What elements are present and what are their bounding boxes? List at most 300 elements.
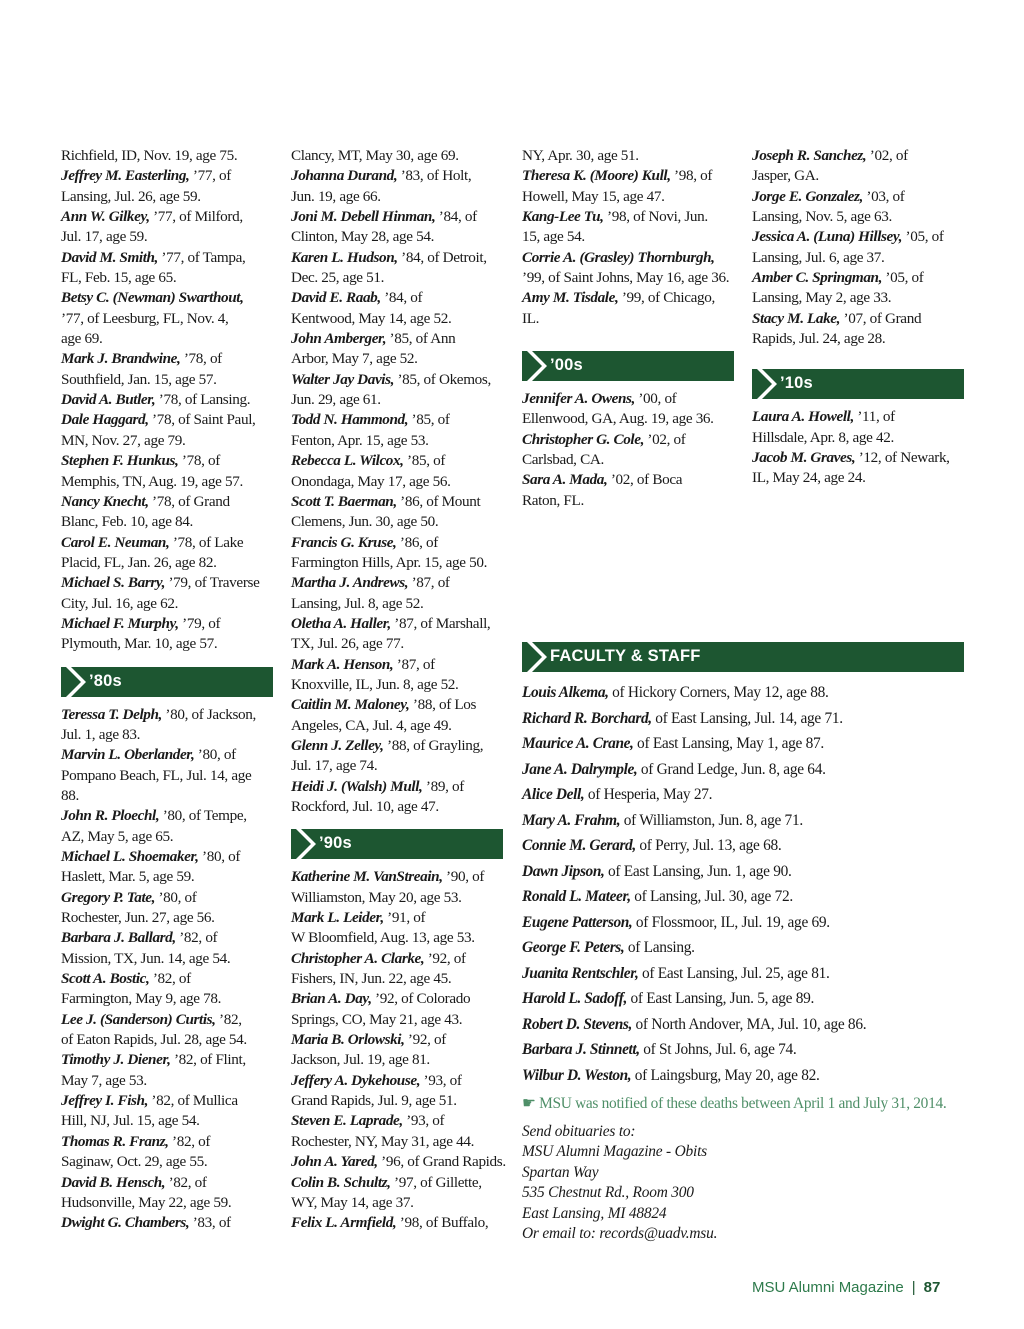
entry-details: ’78, of Lake bbox=[169, 533, 244, 551]
entry-details: 15, age 54. bbox=[522, 228, 585, 246]
obituary-line bbox=[291, 1010, 503, 1030]
notification-note bbox=[522, 1094, 964, 1114]
chevron-right-icon bbox=[291, 829, 321, 859]
entry-details: ’82, of bbox=[165, 1173, 207, 1191]
obituary-line bbox=[291, 1132, 503, 1152]
obituary-line bbox=[61, 410, 273, 430]
entry-name: Richard R. Borchard, bbox=[522, 709, 652, 727]
obituary-line bbox=[61, 908, 273, 928]
faculty-list bbox=[522, 680, 964, 1088]
obituary-line bbox=[61, 288, 273, 308]
entry-details: ’78, of Grand bbox=[148, 492, 230, 510]
obituary-line bbox=[291, 969, 503, 989]
entry-details: IL. bbox=[522, 309, 540, 327]
send-line: MSU Alumni Magazine - Obits bbox=[522, 1143, 707, 1161]
entry-details: ’98, of bbox=[670, 167, 713, 185]
entry-details: of Flossmoor, IL, Jul. 19, age 69. bbox=[632, 913, 830, 931]
entry-details: ’84, of Detroit, bbox=[397, 248, 487, 266]
entry-details: ’86, of bbox=[396, 533, 438, 551]
faculty-entry bbox=[522, 706, 964, 732]
entry-name: Laura A. Howell, bbox=[752, 408, 854, 426]
entry-details: ’07, of Grand bbox=[840, 309, 922, 327]
entry-name: David B. Hensch, bbox=[61, 1173, 166, 1191]
entry-details: FL, Feb. 15, age 65. bbox=[61, 269, 177, 287]
entry-details: ’82, of bbox=[168, 1132, 211, 1150]
obituary-line bbox=[291, 1091, 503, 1111]
entry-name: Louis Alkema, bbox=[522, 684, 609, 701]
obituary-line bbox=[522, 288, 734, 308]
obituary-line bbox=[752, 329, 964, 349]
entry-details: Jun. 29, age 61. bbox=[291, 391, 381, 409]
obituary-list bbox=[61, 146, 273, 655]
obituary-line bbox=[291, 268, 503, 288]
obituary-line bbox=[522, 309, 734, 329]
obituary-list bbox=[522, 389, 734, 511]
entry-details: ’80, of Tempe, bbox=[159, 807, 247, 825]
entry-details: ’77, of Milford, bbox=[149, 208, 243, 226]
entry-details: Lansing, Jul. 6, age 37. bbox=[752, 248, 885, 266]
entry-name: Stephen F. Hunkus, bbox=[61, 452, 179, 470]
obituary-line bbox=[522, 146, 734, 166]
entry-details: Memphis, TN, Aug. 19, age 57. bbox=[61, 472, 243, 490]
entry-name: Oletha A. Haller, bbox=[291, 614, 391, 632]
entry-details: of Hesperia, May 27. bbox=[584, 786, 713, 803]
faculty-entry bbox=[522, 680, 964, 706]
entry-name: Christopher G. Cole, bbox=[522, 430, 644, 448]
entry-name: Dawn Jipson, bbox=[522, 862, 605, 880]
entry-details: IL, May 24, age 24. bbox=[752, 469, 866, 487]
obituary-line bbox=[291, 1030, 503, 1050]
entry-name: Corrie A. (Grasley) Thornburgh, bbox=[522, 248, 715, 266]
entry-details: ’05, of bbox=[902, 228, 944, 246]
entry-details: Haslett, Mar. 5, age 59. bbox=[61, 868, 195, 886]
obituary-list bbox=[752, 146, 964, 349]
obituary-line bbox=[61, 1091, 273, 1111]
entry-details: ’82, of Flint, bbox=[170, 1051, 246, 1069]
obituary-line bbox=[61, 949, 273, 969]
obituary-line bbox=[752, 448, 964, 468]
entry-name: Mary A. Frahm, bbox=[522, 811, 621, 829]
entry-details: Clinton, May 28, age 54. bbox=[291, 228, 435, 246]
obituary-line bbox=[291, 594, 503, 614]
entry-details: ’89, of bbox=[422, 777, 464, 795]
entry-details: TX, Jul. 26, age 77. bbox=[291, 635, 404, 653]
entry-details: Lansing, Jul. 26, age 59. bbox=[61, 187, 201, 205]
obituary-line bbox=[291, 989, 503, 1009]
obituary-line bbox=[61, 329, 273, 349]
obituary-line bbox=[61, 827, 273, 847]
entry-details: ’02, of Boca bbox=[607, 471, 683, 489]
entry-details: ’85, of Okemos, bbox=[394, 370, 491, 388]
obituary-line bbox=[291, 410, 503, 430]
section-banner bbox=[291, 829, 503, 859]
entry-details: Howell, May 15, age 47. bbox=[522, 187, 665, 205]
entry-details: City, Jul. 16, age 62. bbox=[61, 594, 179, 612]
obituary-line bbox=[522, 450, 734, 470]
entry-name: Sara A. Mada, bbox=[522, 471, 608, 489]
entry-details: Pompano Beach, FL, Jul. 14, age bbox=[61, 766, 252, 784]
entry-details: of Lansing. bbox=[624, 939, 695, 956]
obituary-line bbox=[522, 389, 734, 409]
entry-name: John Amberger, bbox=[291, 330, 387, 348]
send-obituaries-block bbox=[522, 1122, 964, 1244]
obituary-line bbox=[61, 1213, 273, 1233]
entry-name: Barbara J. Stinnett, bbox=[522, 1041, 640, 1058]
column-4 bbox=[752, 146, 964, 489]
entry-details: ’93, of bbox=[420, 1071, 462, 1089]
entry-details: ’82, bbox=[215, 1010, 242, 1028]
entry-name: Jeffrey I. Fish, bbox=[61, 1092, 148, 1110]
entry-name: Joseph R. Sanchez, bbox=[752, 147, 867, 164]
send-line: Or email to: records@uadv.msu. bbox=[522, 1225, 718, 1243]
entry-details: of East Lansing, Jun. 5, age 89. bbox=[626, 990, 815, 1007]
entry-details: Jackson, Jul. 19, age 81. bbox=[291, 1051, 430, 1069]
entry-details: Fenton, Apr. 15, age 53. bbox=[291, 431, 429, 449]
obituary-line bbox=[752, 227, 964, 247]
entry-details: Blanc, Feb. 10, age 84. bbox=[61, 513, 193, 531]
obituary-line bbox=[61, 867, 273, 887]
section-banner bbox=[61, 667, 273, 697]
entry-details: ’77, of bbox=[189, 167, 231, 185]
obituary-line bbox=[291, 1193, 503, 1213]
entry-name: Johanna Durand, bbox=[291, 167, 398, 185]
send-line: Spartan Way bbox=[522, 1163, 599, 1181]
obituary-line bbox=[291, 1152, 506, 1172]
obituary-line bbox=[61, 614, 273, 634]
entry-details: ’98, of Buffalo, bbox=[396, 1214, 489, 1232]
entry-name: David A. Butler, bbox=[61, 391, 156, 409]
entry-details: Hudsonville, May 22, age 59. bbox=[61, 1193, 232, 1211]
obituary-line bbox=[291, 716, 503, 736]
entry-name: Lee J. (Sanderson) Curtis, bbox=[61, 1010, 216, 1028]
section-banner-label: FACULTY & STAFF bbox=[550, 647, 701, 665]
faculty-entry bbox=[522, 833, 964, 859]
entry-details: Fishers, IN, Jun. 22, age 45. bbox=[291, 970, 452, 988]
obituary-line bbox=[522, 430, 734, 450]
entry-name: Todd N. Hammond, bbox=[291, 411, 409, 429]
obituary-line bbox=[61, 1030, 273, 1050]
entry-details: W Bloomfield, Aug. 13, age 53. bbox=[291, 929, 475, 947]
obituary-line bbox=[752, 428, 964, 448]
entry-details: Farmington Hills, Apr. 15, age 50. bbox=[291, 553, 488, 571]
obituary-line bbox=[291, 867, 503, 887]
entry-details: ’77, of Leesburg, FL, Nov. 4, bbox=[61, 309, 229, 327]
entry-details: ’82, of Mullica bbox=[147, 1092, 238, 1110]
obituary-line bbox=[61, 166, 273, 186]
obituary-line bbox=[522, 166, 734, 186]
section-banner-label: ’00s bbox=[550, 356, 583, 375]
entry-name: Jennifer A. Owens, bbox=[522, 390, 635, 408]
entry-name: Harold L. Sadoff, bbox=[522, 990, 627, 1007]
entry-details: of East Lansing, May 1, age 87. bbox=[633, 735, 824, 752]
entry-name: Jacob M. Graves, bbox=[752, 449, 856, 467]
entry-details: Rockford, Jul. 10, age 47. bbox=[291, 798, 439, 815]
entry-details: Hill, NJ, Jul. 15, age 54. bbox=[61, 1112, 200, 1130]
entry-name: Carol E. Neuman, bbox=[61, 533, 170, 551]
entry-name: Connie M. Gerard, bbox=[522, 837, 636, 854]
entry-name: Rebecca L. Wilcox, bbox=[291, 452, 404, 470]
section-banner-label: ’10s bbox=[780, 374, 813, 393]
entry-details: ’00, of bbox=[634, 390, 677, 408]
entry-details: Grand Rapids, Jul. 9, age 51. bbox=[291, 1092, 457, 1110]
obituary-list bbox=[61, 705, 273, 1234]
entry-details: Onondaga, May 17, age 56. bbox=[291, 472, 451, 490]
obituary-line bbox=[61, 969, 273, 989]
entry-details: ’87, of Marshall, bbox=[390, 614, 491, 632]
entry-details: ’05, of bbox=[881, 269, 924, 287]
obituary-line bbox=[61, 847, 273, 867]
faculty-entry bbox=[522, 1012, 964, 1038]
entry-details: ’85, of Ann bbox=[386, 330, 456, 348]
entry-details: Clancy, MT, May 30, age 69. bbox=[291, 147, 459, 164]
entry-details: of North Andover, MA, Jul. 10, age 86. bbox=[631, 1015, 867, 1033]
entry-details: ’80, of bbox=[155, 888, 197, 906]
obituary-line bbox=[61, 370, 273, 390]
obituary-line bbox=[752, 407, 964, 427]
chevron-right-icon bbox=[522, 351, 552, 381]
obituary-line bbox=[752, 288, 964, 308]
obituary-line bbox=[291, 777, 503, 797]
obituary-line bbox=[61, 573, 273, 593]
column-3 bbox=[522, 146, 734, 511]
obituary-line bbox=[61, 1152, 273, 1172]
entry-name: Robert D. Stevens, bbox=[522, 1015, 632, 1033]
entry-name: Thomas R. Franz, bbox=[61, 1132, 169, 1150]
entry-details: ’99, of Chicago, bbox=[618, 289, 715, 307]
entry-details: ’03, of bbox=[862, 187, 905, 205]
entry-details: Raton, FL. bbox=[522, 491, 584, 509]
entry-name: Wilbur D. Weston, bbox=[522, 1066, 632, 1084]
obituary-line bbox=[291, 573, 503, 593]
entry-details: ’80, of bbox=[194, 746, 236, 764]
section-banner-label: ’90s bbox=[319, 834, 352, 853]
obituary-line bbox=[61, 533, 273, 553]
obituary-line bbox=[522, 187, 734, 207]
entry-details: Lansing, Nov. 5, age 63. bbox=[752, 208, 892, 226]
obituary-line bbox=[61, 1173, 273, 1193]
obituary-line bbox=[752, 468, 964, 488]
entry-details: Arbor, May 7, age 52. bbox=[291, 350, 418, 368]
obituary-line bbox=[61, 989, 273, 1009]
obituary-line bbox=[522, 227, 734, 247]
entry-details: ’78, of bbox=[180, 350, 222, 368]
faculty-entry bbox=[522, 808, 964, 834]
obituary-line bbox=[61, 268, 273, 288]
obituary-line bbox=[291, 1071, 503, 1091]
obituary-line bbox=[61, 492, 273, 512]
entry-details: ’85, of bbox=[403, 452, 446, 470]
entry-name: Christopher A. Clarke, bbox=[291, 949, 425, 967]
entry-details: Placid, FL, Jan. 26, age 82. bbox=[61, 553, 217, 571]
obituary-line bbox=[61, 725, 273, 745]
chevron-right-icon bbox=[752, 369, 782, 399]
entry-name: Mark J. Brandwine, bbox=[61, 350, 181, 368]
entry-name: Katherine M. VanStreain, bbox=[291, 868, 443, 886]
faculty-entry bbox=[522, 731, 964, 757]
obituary-line bbox=[522, 409, 734, 429]
entry-details: ’78, of Saint Paul, bbox=[148, 411, 256, 429]
obituary-line bbox=[291, 553, 503, 573]
entry-name: Jeffrey M. Easterling, bbox=[61, 167, 190, 185]
obituary-line bbox=[291, 431, 503, 451]
obituary-line bbox=[291, 166, 503, 186]
obituary-line bbox=[61, 634, 273, 654]
entry-details: of Williamston, Jun. 8, age 71. bbox=[620, 811, 803, 829]
obituary-line bbox=[61, 187, 273, 207]
obituary-line bbox=[291, 1213, 503, 1233]
entry-name: Walter Jay Davis, bbox=[291, 370, 395, 388]
obituary-line bbox=[61, 207, 273, 227]
entry-details: Jul. 1, age 83. bbox=[61, 725, 141, 743]
entry-details: ’85, of bbox=[408, 411, 450, 429]
entry-details: of Laingsburg, May 20, age 82. bbox=[631, 1066, 820, 1084]
obituary-line bbox=[291, 309, 503, 329]
obituary-line bbox=[61, 1132, 273, 1152]
entry-details: Angeles, CA, Jul. 4, age 49. bbox=[291, 716, 452, 734]
entry-details: ’80, of Jackson, bbox=[161, 705, 256, 723]
entry-details: ’99, of Saint Johns, May 16, age 36. bbox=[522, 269, 730, 287]
entry-name: David E. Raab, bbox=[291, 289, 381, 307]
obituary-line bbox=[61, 451, 273, 471]
obituary-line bbox=[291, 207, 503, 227]
obituary-line bbox=[291, 370, 503, 390]
entry-name: Felix L. Armfield, bbox=[291, 1214, 397, 1232]
entry-details: of St Johns, Jul. 6, age 74. bbox=[639, 1041, 797, 1058]
obituary-line bbox=[752, 166, 964, 186]
obituary-line bbox=[291, 492, 503, 512]
entry-details: Ellenwood, GA, Aug. 19, age 36. bbox=[522, 410, 714, 428]
entry-details: ’88, of Grayling, bbox=[383, 736, 484, 754]
obituary-list bbox=[291, 146, 503, 817]
obituary-line bbox=[61, 766, 273, 786]
entry-details: ’83, of bbox=[189, 1214, 231, 1232]
entry-name: Nancy Knecht, bbox=[61, 492, 149, 510]
entry-details: Southfield, Jan. 15, age 57. bbox=[61, 370, 217, 388]
entry-details: Kentwood, May 14, age 52. bbox=[291, 309, 452, 327]
entry-details: ’79, of Traverse bbox=[165, 574, 260, 592]
obituary-line bbox=[291, 349, 503, 369]
entry-name: Amber C. Springman, bbox=[752, 269, 882, 287]
obituary-line bbox=[291, 675, 503, 695]
entry-details: age 69. bbox=[61, 330, 103, 348]
obituary-line bbox=[291, 928, 503, 948]
entry-details: ’90, of bbox=[442, 868, 485, 886]
obituary-line bbox=[61, 888, 273, 908]
entry-details: ’88, of Los bbox=[409, 696, 477, 714]
entry-name: Martha J. Andrews, bbox=[291, 574, 409, 592]
obituary-line bbox=[291, 634, 503, 654]
obituary-line bbox=[291, 888, 503, 908]
obituary-line bbox=[61, 928, 273, 948]
obituary-line bbox=[291, 248, 503, 268]
entry-name: Jessica A. (Luna) Hillsey, bbox=[752, 228, 903, 246]
entry-details: Jasper, GA. bbox=[752, 167, 819, 185]
faculty-entry bbox=[522, 757, 964, 783]
obituary-line bbox=[61, 594, 273, 614]
entry-details: Clemens, Jun. 30, age 50. bbox=[291, 513, 439, 531]
obituary-line bbox=[61, 431, 273, 451]
entry-name: Amy M. Tisdale, bbox=[522, 289, 619, 307]
entry-name: Michael L. Shoemaker, bbox=[61, 848, 199, 865]
footer-separator: | bbox=[911, 1279, 916, 1296]
pointing-hand-icon: ☛ bbox=[522, 1095, 536, 1112]
obituary-line bbox=[61, 248, 273, 268]
obituary-line bbox=[291, 908, 503, 928]
entry-name: Scott T. Baerman, bbox=[291, 492, 397, 510]
obituary-line bbox=[291, 756, 503, 776]
entry-name: Michael S. Barry, bbox=[61, 574, 166, 592]
entry-name: Barbara J. Ballard, bbox=[61, 929, 176, 947]
faculty-entry bbox=[522, 910, 964, 936]
entry-details: ’84, of bbox=[380, 289, 423, 307]
entry-name: Karen L. Hudson, bbox=[291, 248, 398, 266]
chevron-right-icon bbox=[61, 667, 91, 697]
faculty-entry bbox=[522, 986, 964, 1012]
entry-details: Hillsdale, Apr. 8, age 42. bbox=[752, 428, 894, 446]
obituary-line bbox=[522, 268, 734, 288]
obituary-line bbox=[752, 187, 964, 207]
entry-details: ’77, of Tampa, bbox=[157, 248, 246, 266]
entry-details: ’87, of bbox=[408, 574, 450, 592]
obituary-list bbox=[291, 867, 506, 1233]
obituary-line bbox=[291, 329, 503, 349]
entry-details: ’92, of Colorado bbox=[371, 990, 471, 1008]
entry-details: Dec. 25, age 51. bbox=[291, 269, 385, 287]
entry-details: Rochester, NY, May 31, age 44. bbox=[291, 1132, 475, 1150]
obituary-line bbox=[61, 553, 273, 573]
entry-name: Gregory P. Tate, bbox=[61, 888, 155, 906]
entry-name: Theresa K. (Moore) Kull, bbox=[522, 167, 671, 185]
obituary-line bbox=[291, 1050, 503, 1070]
entry-name: Betsy C. (Newman) Swarthout, bbox=[61, 289, 244, 307]
entry-details: of Eaton Rapids, Jul. 28, age 54. bbox=[61, 1031, 247, 1049]
obituary-line bbox=[61, 227, 273, 247]
section-banner-faculty bbox=[522, 642, 964, 672]
send-line: 535 Chestnut Rd., Room 300 bbox=[522, 1184, 694, 1202]
entry-details: ’02, of bbox=[643, 430, 686, 448]
entry-details: Carlsbad, CA. bbox=[522, 451, 604, 469]
section-banner-label: ’80s bbox=[89, 671, 122, 690]
chevron-right-icon bbox=[522, 642, 552, 672]
obituary-line bbox=[61, 390, 273, 410]
faculty-entry bbox=[522, 859, 964, 885]
entry-details: of Lansing, Jul. 30, age 72. bbox=[630, 888, 793, 905]
column-1 bbox=[61, 146, 273, 1234]
faculty-staff-section bbox=[522, 642, 964, 1244]
obituary-line bbox=[61, 806, 273, 826]
entry-details: of East Lansing, Jul. 14, age 71. bbox=[651, 709, 843, 727]
entry-details: ’92, of bbox=[424, 949, 466, 967]
page-footer bbox=[752, 1279, 964, 1296]
obituary-line bbox=[291, 1111, 503, 1131]
obituary-line bbox=[752, 146, 964, 166]
entry-details: WY, May 14, age 37. bbox=[291, 1193, 414, 1211]
entry-details: ’82, of bbox=[175, 929, 218, 947]
entry-name: Ronald L. Mateer, bbox=[522, 888, 631, 905]
entry-name: Stacy M. Lake, bbox=[752, 309, 841, 327]
entry-details: ’78, of bbox=[178, 452, 220, 470]
entry-details: Farmington, May 9, age 78. bbox=[61, 990, 222, 1008]
entry-details: Rochester, Jun. 27, age 56. bbox=[61, 909, 215, 927]
send-line: Send obituaries to: bbox=[522, 1123, 636, 1140]
obituary-line bbox=[61, 512, 273, 532]
obituary-line bbox=[61, 705, 273, 725]
entry-details: of East Lansing, Jul. 25, age 81. bbox=[638, 964, 830, 982]
entry-name: Marvin L. Oberlander, bbox=[61, 746, 195, 764]
entry-details: ’86, of Mount bbox=[396, 492, 481, 510]
faculty-entry bbox=[522, 1063, 964, 1089]
obituary-line bbox=[61, 349, 273, 369]
